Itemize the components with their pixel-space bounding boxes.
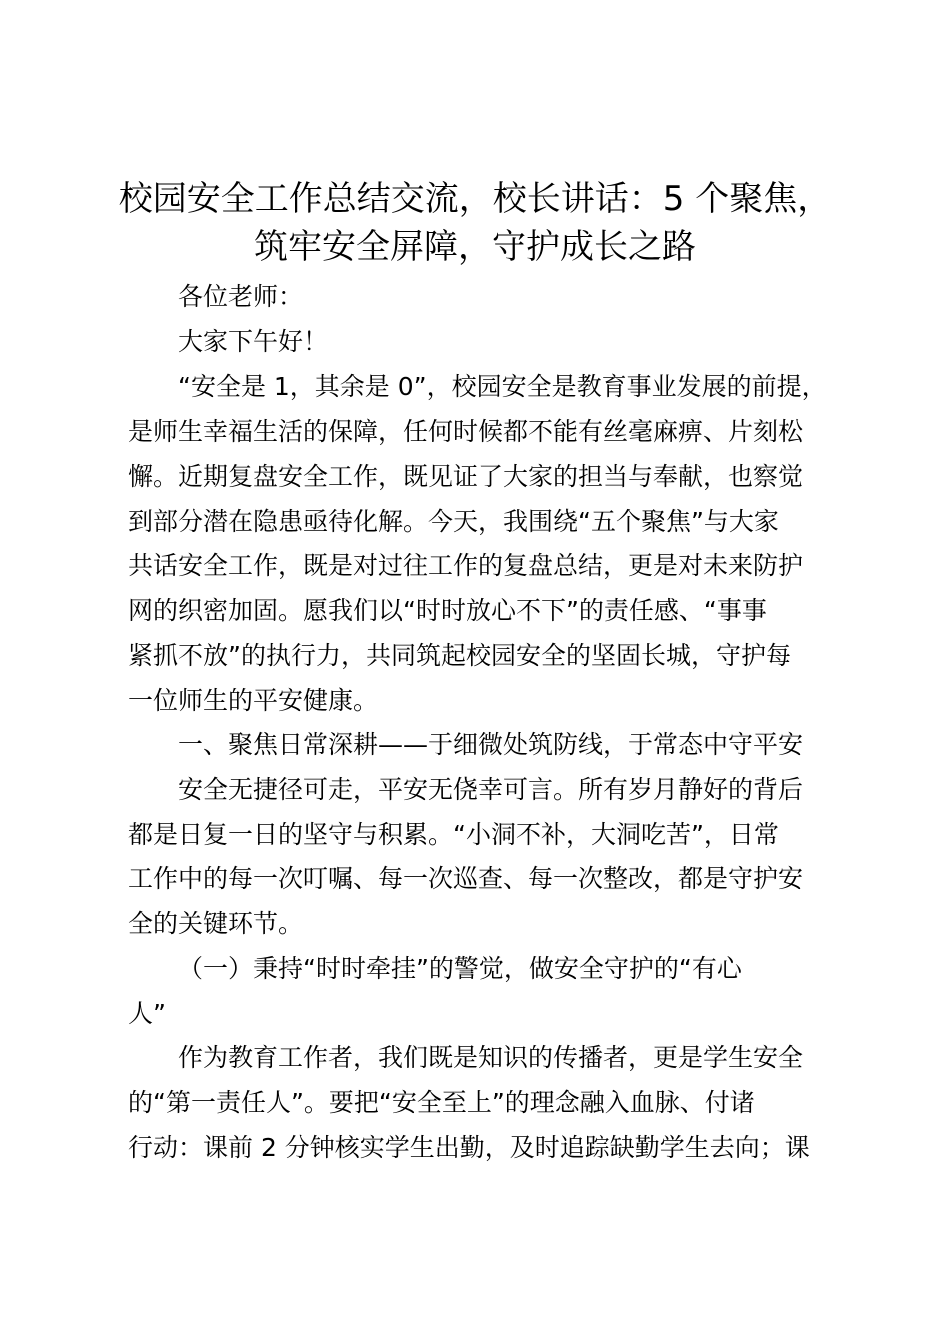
paragraph-1-line: 懈。近期复盘安全工作，既见证了大家的担当与奉献，也察觉 [128,462,804,491]
paragraph-1-line: 共话安全工作，既是对过往工作的复盘总结，更是对未来防护 [128,551,804,580]
paragraph-1-line: “安全是 1，其余是 0”，校园安全是教育事业发展的前提， [178,372,827,401]
paragraph-1-line: 一位师生的平安健康。 [128,686,379,715]
document-title-line-2: 筑牢安全屏障，守护成长之路 [254,227,696,267]
paragraph-3-line: 作为教育工作者，我们既是知识的传播者，更是学生安全 [178,1043,804,1072]
paragraph-1-line: 紧抓不放”的执行力，共同筑起校园安全的坚固长城，守护每 [128,641,791,670]
paragraph-3-line: 的“第一责任人”。要把“安全至上”的理念融入血脉、付诸 [128,1088,755,1117]
subheading-1-line: （一）秉持“时时牵挂”的警觉，做安全守护的“有心 [178,954,742,983]
greeting: 各位老师： [178,282,304,311]
paragraph-1-line: 网的织密加固。愿我们以“时时放心不下”的责任感、“事事 [128,596,767,625]
paragraph-1-line: 到部分潜在隐患亟待化解。今天，我围绕“五个聚焦”与大家 [128,507,779,536]
paragraph-2-line: 全的关键环节。 [128,909,304,938]
subheading-1-line: 人” [128,999,166,1028]
paragraph-2-line: 都是日复一日的坚守与积累。“小洞不补，大洞吃苦”，日常 [128,820,779,849]
paragraph-2-line: 工作中的每一次叮嘱、每一次巡查、每一次整改，都是守护安 [128,864,804,893]
document-title-line-1: 校园安全工作总结交流，校长讲话：5 个聚焦， [118,179,832,219]
salutation: 大家下午好！ [178,327,329,356]
section-heading-1: 一、聚焦日常深耕——于细微处筑防线，于常态中守平安 [178,730,804,759]
paragraph-2-line: 安全无捷径可走，平安无侥幸可言。所有岁月静好的背后 [178,775,804,804]
paragraph-1-line: 是师生幸福生活的保障，任何时候都不能有丝毫麻痹、片刻松 [128,417,804,446]
paragraph-3-line: 行动：课前 2 分钟核实学生出勤，及时追踪缺勤学生去向；课 [128,1133,810,1162]
